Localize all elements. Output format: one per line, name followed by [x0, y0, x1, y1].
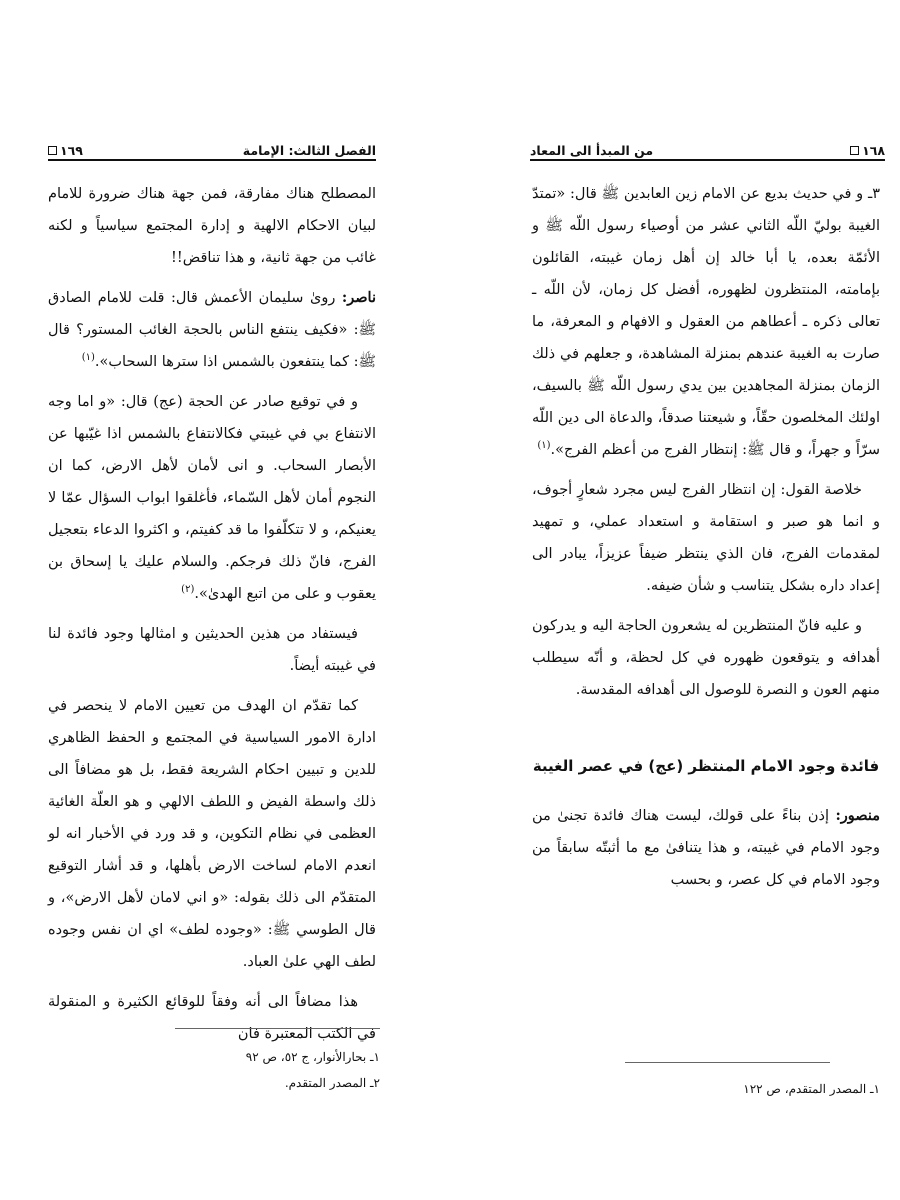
- speaker-label: ناصر:: [341, 289, 376, 306]
- left-footnotes: [48, 1044, 380, 1096]
- right-paragraph-2: خلاصة القول: إن انتظار الفرج ليس مجرد شعارٍ أجوف، و انما هو صبر و استقامة و استعداد عملي، و تمهيد لمقدمات الفرج، فان الذي ينتظر ضيفاً عزيزاً، يبادر الى إعداد داره بشكل يتناسب و شأن ضيفه.: [532, 482, 880, 594]
- footnote-mark: (١): [537, 440, 551, 452]
- right-paragraph-4: منصور: إذن بناءً على قولك، ليست هناك فائدة تجنىٰ من وجود الامام في غيبته، و هذا يتنافىٰ مع ما أثبتّه سابقاً من وجود الامام في كل عصر، و بحسب: [532, 807, 881, 888]
- left-header-rule: [48, 159, 376, 161]
- footnote-mark: (٢): [181, 584, 195, 596]
- right-paragraph-3: و عليه فانّ المنتظرين له يشعرون الحاجة اليه و يدركون أهدافه و يتوقعون ظهوره في كل لحظة، و أنّه سيطلب منهم العون و النصرة للوصول الى أهدافه المقدسة.: [532, 618, 880, 698]
- footnote-mark: (١): [81, 352, 95, 364]
- left-paragraph-2: ناصر: روىٰ سليمان الأعمش قال: قلت للامام الصادق ﷺ: «فكيف ينتفع الناس بالحجة الغائب المستور؟ قال ﷺ: كما ينتفعون بالشمس اذا سترها السحاب».$^{(١)}$: [48, 289, 376, 370]
- section-title: فائدة وجود الامام المنتظر (عج) في عصر الغيبة: [532, 757, 880, 775]
- page-box-icon: [850, 146, 859, 155]
- left-header-title: الفصل الثالث: الإمامة: [242, 143, 376, 158]
- left-page-number: ١٦٩: [48, 143, 83, 158]
- footnote-2: ٢ـ المصدر المتقدم.: [284, 1076, 380, 1090]
- right-header-rule: [530, 159, 885, 161]
- left-paragraph-4: فيستفاد من هذين الحديثين و امثالها وجود فائدة لنا في غيبته أيضاً.: [48, 626, 376, 674]
- right-page-number: ١٦٨: [850, 143, 885, 158]
- right-page: [450, 0, 900, 1200]
- right-footnote-rule: [625, 1062, 830, 1063]
- right-page-header: [530, 134, 885, 158]
- left-footnote-rule: [175, 1028, 380, 1029]
- footnote-1: ١ـ المصدر المتقدم، ص ١٢٢: [743, 1082, 880, 1096]
- left-paragraph-5: كما تقدّم ان الهدف من تعيين الامام لا ينحصر في ادارة الامور السياسية في المجتمع و الحفظ الظاهري للدين و تبيين احكام الشريعة فقط، بل هو مضافاً الى ذلك واسطة الفيض و اللطف الالهي و هو العلّة الغائية العظمى في نظام التكوين، و قد ورد في الأخبار انه لو انعدم الامام لساخت الارض بأهلها، و قد أشار التوقيع المتقدّم الى ذلك بقوله: «و اني لامان لأهل الارض»، و قال الطوسي ﷺ: «وجوده لطف» اي ان نفس وجوده لطف الهي علىٰ العباد.: [48, 698, 376, 970]
- speaker-label: منصور:: [835, 807, 881, 824]
- right-footnotes: [530, 1076, 880, 1102]
- right-body-text: [532, 178, 880, 904]
- page-box-icon: [48, 146, 57, 155]
- left-paragraph-3: و في توقيع صادر عن الحجة (عج) قال: «و اما وجه الانتفاع بي في غيبتي فكالانتفاع بالشمس اذا غيّبها عن الأبصار السحاب. و انى لأمان لأهل الارض، كما ان النجوم أمان لأهل السّماء، فأغلقوا ابواب السؤال عمّا لا يعنيكم، و لا تتكلّفوا ما قد كفيتم، و اكثروا الدعاء بتعجيل الفرج، فانّ ذلك فرجكم. والسلام عليك يا إسحاق بن يعقوب و على من اتبع الهدىٰ».$^{(٢)}$: [48, 394, 376, 602]
- left-page-header: [48, 134, 376, 158]
- right-header-title: من المبدأ الى المعاد: [530, 143, 654, 158]
- right-paragraph-1: ٣ـ و في حديث بديع عن الامام زين العابدين ﷺ قال: «تمتدّ الغيبة بوليّ اللّه الثاني عشر من أوصياء رسول اللّه ﷺ و الأئمّة بعده، يا أبا خالد إن أهل زمان غيبته، القائلون بإمامته، المنتظرون لظهوره، أفضل كل زمان، لأن اللّه ـ تعالى ذكره ـ أعطاهم من العقول و الافهام و المعرفة، ما صارت به الغيبة عندهم بمنزلة المشاهدة، و جعلهم في ذلك الزمان بمنزلة المجاهدين بين يدي رسول اللّه ﷺ بالسيف، اولئك المخلصون حقّاً، و شيعتنا صدقاً، والدعاة الى دين اللّه سرّاً و جهراً، و قال ﷺ: إنتظار الفرج من أعظم الفرج».$^{(١)}$: [532, 186, 880, 458]
- left-body-text: [48, 178, 376, 1058]
- footnote-1: ١ـ بحارالأنوار، ج ٥٢، ص ٩٢: [245, 1050, 380, 1064]
- left-paragraph-6: هذا مضافاً الى أنه وفقاً للوقائع الكثيرة و المنقولة في الكتب المعتبرة فان: [48, 994, 376, 1042]
- left-paragraph-1: المصطلح هناك مفارقة، فمن جهة هناك ضرورة للامام لبيان الاحكام الالهية و إدارة المجتمع سياسياً و لكنه غائب من جهة ثانية، و هذا تناقض!!: [48, 186, 376, 266]
